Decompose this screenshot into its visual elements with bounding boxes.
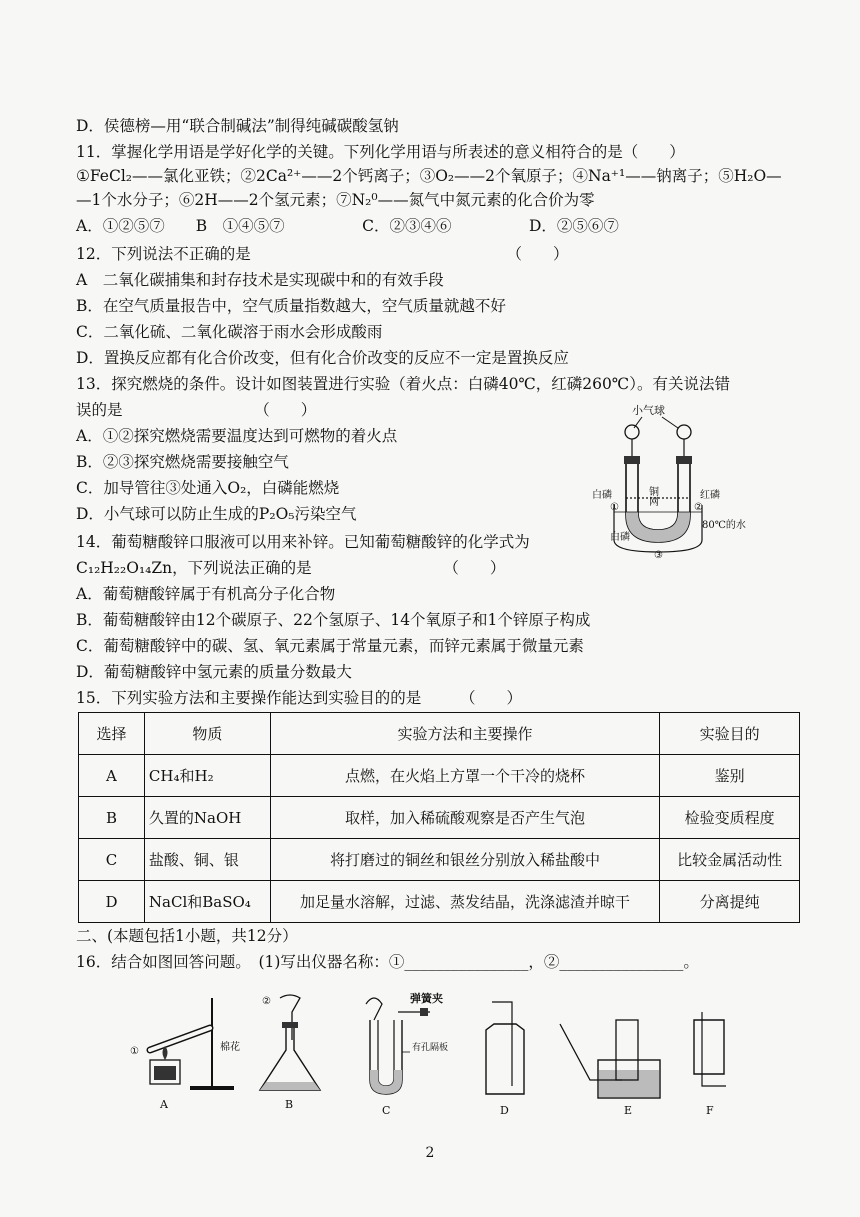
q14-stem-2: C₁₂H₂₂O₁₄Zn，下列说法正确的是 （ ）: [76, 559, 506, 577]
q14-option-a: A．葡萄糖酸锌属于有机高分子化合物: [76, 585, 336, 603]
label-d: D: [500, 1104, 509, 1117]
balloon-left: [625, 425, 639, 439]
page-number: 2: [425, 1145, 435, 1161]
label-a: A: [160, 1098, 168, 1111]
table-cell: 鉴别: [660, 755, 800, 797]
cotton-label: 棉花: [220, 1042, 240, 1053]
q14-option-c: C．葡萄糖酸锌中的碳、氢、氧元素属于常量元素，而锌元素属于微量元素: [76, 637, 584, 655]
table-row: [79, 755, 800, 797]
lab-apparatus-figure: [120, 990, 740, 1120]
label-e: E: [624, 1104, 633, 1117]
copper-mesh-label: 铜网: [646, 486, 658, 506]
table-cell: 检验变质程度: [660, 797, 800, 839]
q16-stem: 16．结合如图回答问题。 (1)写出仪器名称：①________________，②________________。: [76, 953, 699, 971]
q14-option-b: B．葡萄糖酸锌由12个碳原子、22个氢原子、14个氧原子和1个锌原子构成: [76, 611, 591, 629]
q14-stem: 14．葡萄糖酸锌口服液可以用来补锌。已知葡萄糖酸锌的化学式为: [76, 533, 530, 551]
q11-options: A．①②⑤⑦ B ①④⑤⑦ C．②③④⑥ D．②⑤⑥⑦: [76, 217, 619, 235]
water-label: 80℃的水: [702, 520, 746, 531]
table-header: 实验目的: [660, 713, 800, 755]
q13-option-a: A．①②探究燃烧需要温度达到可燃物的着火点: [76, 427, 398, 445]
q13-stem-2: 误的是 （ ）: [76, 401, 317, 419]
table-cell: 久置的NaOH: [144, 797, 270, 839]
combustion-apparatus-figure: [590, 400, 746, 561]
table-cell: D: [79, 881, 145, 923]
table-cell: NaCl和BaSO₄: [144, 881, 270, 923]
table-header-row: [79, 713, 800, 755]
q13-option-b: B．②③探究燃烧需要接触空气: [76, 453, 289, 471]
white-phosphorus-label: 白磷: [592, 490, 612, 501]
table-header: 物质: [144, 713, 270, 755]
b-marker-2: ②: [262, 996, 271, 1007]
marker-1: ①: [610, 502, 619, 513]
q12-option-c: C．二氧化硫、二氧化碳溶于雨水会形成酸雨: [76, 323, 383, 341]
table-row: [79, 797, 800, 839]
table-cell: 盐酸、铜、银: [144, 839, 270, 881]
table-cell: 取样，加入稀硫酸观察是否产生气泡: [270, 797, 659, 839]
label-c: C: [382, 1104, 391, 1117]
table-cell: 加足量水溶解，过滤、蒸发结晶，洗涤滤渣并晾干: [270, 881, 659, 923]
marker-3: ③: [654, 550, 663, 561]
q12-stem: 12．下列说法不正确的是 （ ）: [76, 245, 569, 263]
table-cell: 将打磨过的铜丝和银丝分别放入稀盐酸中: [270, 839, 659, 881]
a-marker-1: ①: [130, 1046, 139, 1057]
balloon-right: [677, 425, 691, 439]
table-header: 选择: [79, 713, 145, 755]
q12-option-d: D．置换反应都有化合价改变，但有化合价改变的反应不一定是置换反应: [76, 349, 569, 367]
q12-option-a: A 二氧化碳捕集和封存技术是实现碳中和的有效手段: [76, 271, 444, 289]
q12-option-b: B．在空气质量报告中，空气质量指数越大，空气质量就越不好: [76, 297, 506, 315]
apparatus-c: [366, 991, 448, 1117]
q13-option-d: D．小气球可以防止生成的P₂O₅污染空气: [76, 505, 357, 523]
apparatus-b: [260, 995, 320, 1111]
apparatus-a: [130, 998, 240, 1111]
table-cell: B: [79, 797, 145, 839]
apparatus-f: [694, 1012, 726, 1117]
q11-stem: 11．掌握化学用语是学好化学的关键。下列化学用语与所表述的意义相符合的是（ ）: [76, 143, 685, 161]
q10-option-d: D．侯德榜—用“联合制碱法”制得纯碱碳酸氢钠: [76, 117, 399, 135]
table-cell: A: [79, 755, 145, 797]
label-f: F: [706, 1104, 714, 1117]
q14-option-d: D．葡萄糖酸锌中氢元素的质量分数最大: [76, 663, 352, 681]
table-row: [79, 881, 800, 923]
table-cell: 分离提纯: [660, 881, 800, 923]
marker-2: ②: [694, 502, 703, 513]
table-cell: 点燃，在火焰上方罩一个干冷的烧杯: [270, 755, 659, 797]
section-2-heading: 二、(本题包括1小题，共12分）: [76, 927, 298, 945]
q15-table: [78, 712, 800, 923]
spring-clamp-label: 弹簧夹: [410, 992, 443, 1005]
apparatus-e: [560, 1020, 660, 1117]
table-row: [79, 839, 800, 881]
perforated-plate-label: 有孔隔板: [412, 1043, 449, 1053]
q11-items-2: —1个水分子；⑥2H——2个氢元素；⑦N₂⁰——氮气中氮元素的化合价为零: [76, 191, 595, 209]
q13-option-c: C．加导管往③处通入O₂，白磷能燃烧: [76, 479, 340, 497]
q13-stem: 13．探究燃烧的条件。设计如图装置进行实验（着火点：白磷40℃，红磷260℃）。有关说法错: [76, 375, 730, 393]
apparatus-d: [486, 1002, 524, 1117]
label-b: B: [285, 1098, 294, 1111]
q15-stem: 15．下列实验方法和主要操作能达到实验目的的是 （ ）: [76, 689, 522, 707]
table-header: 实验方法和主要操作: [270, 713, 659, 755]
table-cell: C: [79, 839, 145, 881]
red-phosphorus-label: 红磷: [700, 490, 720, 501]
white-phosphorus-label-2: 白磷: [610, 532, 630, 543]
table-cell: CH₄和H₂: [144, 755, 270, 797]
balloon-label: 小气球: [632, 404, 665, 417]
q11-items-1: ①FeCl₂——氯化亚铁；②2Ca²⁺——2个钙离子；③O₂——2个氧原子；④Na⁺¹——钠离子；⑤H₂O—: [76, 167, 782, 185]
table-cell: 比较金属活动性: [660, 839, 800, 881]
